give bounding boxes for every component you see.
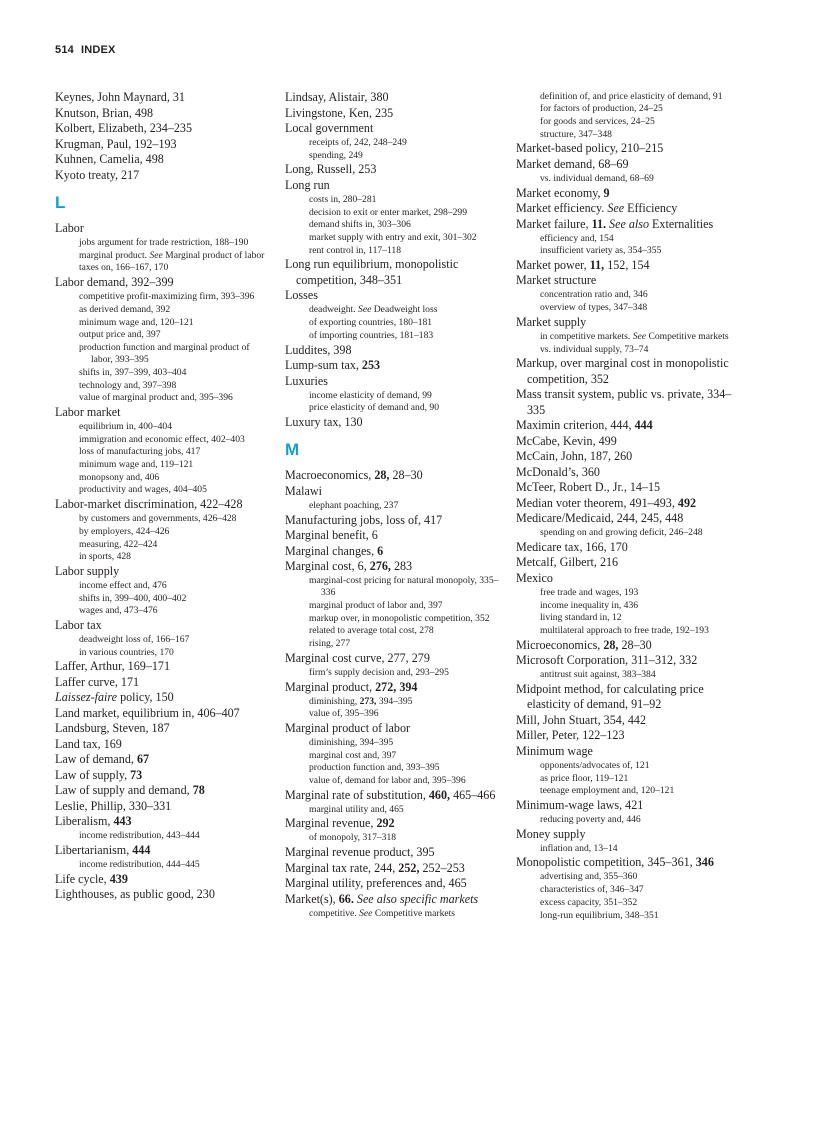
index-entry: Microeconomics, 28, 28–30 bbox=[516, 637, 652, 652]
index-entry: Long run bbox=[285, 177, 330, 192]
index-subentry: income redistribution, 443–444 bbox=[79, 830, 200, 842]
index-subentry: free trade and wages, 193 bbox=[540, 586, 639, 598]
index-subentry: income elasticity of demand, 99 bbox=[309, 389, 432, 401]
index-entry: Local government bbox=[285, 121, 374, 135]
index-entry: Labor bbox=[55, 221, 84, 235]
index-entry: Land tax, 169 bbox=[55, 736, 122, 751]
index-entry: Marginal revenue, 292 bbox=[285, 816, 395, 831]
index-entry: Macroeconomics, 28, 28–30 bbox=[285, 468, 423, 483]
index-subentry: concentration ratio and, 346 bbox=[540, 289, 648, 301]
index-subentry: by employers, 424–426 bbox=[79, 525, 170, 537]
index-entry: Minimum-wage laws, 421 bbox=[516, 798, 644, 813]
index-subentry: spending, 249 bbox=[309, 149, 363, 161]
index-entry: Life cycle, 439 bbox=[55, 871, 128, 886]
index-entry: Marginal tax rate, 244, 252, 252–253 bbox=[285, 860, 465, 875]
index-subentry: diminishing, 394–395 bbox=[309, 736, 394, 748]
index-entry: Luxuries bbox=[285, 373, 328, 388]
index-entry: Liberalism, 443 bbox=[55, 814, 132, 829]
section-letter: L bbox=[55, 193, 66, 212]
index-subentry: value of marginal product and, 395–396 bbox=[79, 392, 233, 404]
index-entry: Market power, 11, 152, 154 bbox=[516, 257, 650, 272]
index-subentry: income redistribution, 444–445 bbox=[79, 859, 200, 871]
index-subentry: for factors of production, 24–25 bbox=[540, 103, 663, 115]
index-subentry: loss of manufacturing jobs, 417 bbox=[79, 446, 201, 458]
index-entry: Long, Russell, 253 bbox=[285, 162, 377, 177]
index-entry: Law of supply and demand, 78 bbox=[55, 783, 205, 798]
index-entry: Kyoto treaty, 217 bbox=[55, 167, 140, 182]
index-subentry: marginal utility and, 465 bbox=[309, 803, 404, 815]
index-subentry: production function and, 393–395 bbox=[309, 762, 440, 774]
index-subentry: multilateral approach to free trade, 192–193 bbox=[540, 625, 709, 637]
index-subentry: demand shifts in, 303–306 bbox=[309, 219, 411, 231]
index-subentry: in competitive markets. See Competitive markets bbox=[540, 330, 729, 342]
index-entry: Monopolistic competition, 345–361, 346 bbox=[516, 855, 714, 870]
index-entry: Market-based policy, 210–215 bbox=[516, 141, 664, 156]
index-subentry: marginal cost and, 397 bbox=[309, 749, 397, 761]
index-subentry: excess capacity, 351–352 bbox=[540, 896, 638, 908]
index-subentry: elephant poaching, 237 bbox=[309, 499, 399, 511]
index-subentry: marginal product of labor and, 397 bbox=[309, 600, 443, 612]
index-entry: Kolbert, Elizabeth, 234–235 bbox=[55, 121, 193, 135]
index-entry: Labor demand, 392–399 bbox=[55, 275, 174, 290]
index-entry: Luxury tax, 130 bbox=[285, 414, 363, 429]
index-subentry: income effect and, 476 bbox=[79, 579, 167, 591]
index-entry: Keynes, John Maynard, 31 bbox=[55, 90, 185, 104]
index-subentry: shifts in, 397–399, 403–404 bbox=[79, 366, 187, 378]
index-entry: Marginal product of labor bbox=[285, 720, 411, 735]
index-entry: Krugman, Paul, 192–193 bbox=[55, 136, 177, 151]
index-entry: Law of demand, 67 bbox=[55, 752, 150, 767]
index-entry: Laissez-faire policy, 150 bbox=[55, 690, 174, 705]
index-column-3 bbox=[516, 90, 741, 922]
index-subentry: value of, demand for labor and, 395–396 bbox=[309, 775, 466, 787]
index-subentry: of importing countries, 181–183 bbox=[309, 329, 434, 341]
index-subentry: shifts in, 399–400, 400–402 bbox=[79, 592, 187, 604]
index-entry: Minimum wage bbox=[516, 743, 593, 758]
index-entry: Lighthouses, as public good, 230 bbox=[55, 887, 215, 902]
index-subentry: insufficient variety as, 354–355 bbox=[540, 245, 662, 257]
index-subentry: in sports, 428 bbox=[79, 551, 131, 563]
index-entry: Median voter theorem, 491–493, 492 bbox=[516, 495, 697, 510]
index-entry: Labor tax bbox=[55, 618, 102, 633]
index-subentry: in various countries, 170 bbox=[79, 646, 174, 658]
index-subentry: antitrust suit against, 383–384 bbox=[540, 669, 656, 681]
index-subentry: opponents/advocates of, 121 bbox=[540, 759, 650, 771]
index-entry: Mexico bbox=[516, 570, 553, 585]
index-subentry: decision to exit or enter market, 298–299 bbox=[309, 206, 467, 218]
index-entry: Laffer curve, 171 bbox=[55, 674, 140, 689]
index-subentry: productivity and wages, 404–405 bbox=[79, 484, 207, 496]
index-subentry: price elasticity of demand and, 90 bbox=[309, 402, 440, 414]
index-entry: Medicare/Medicaid, 244, 245, 448 bbox=[516, 511, 684, 526]
index-entry: Money supply bbox=[516, 826, 586, 841]
index-entry: Marginal benefit, 6 bbox=[285, 528, 378, 543]
index-subentry: for goods and services, 24–25 bbox=[540, 115, 655, 127]
index-subentry: income inequality in, 436 bbox=[540, 599, 639, 611]
index-entry: Long run equilibrium, monopolistic competition, 348–351 bbox=[285, 257, 459, 287]
index-subentry: technology and, 397–398 bbox=[79, 379, 177, 391]
index-subentry: vs. individual demand, 68–69 bbox=[540, 172, 654, 184]
index-entry: Market economy, 9 bbox=[516, 185, 610, 200]
index-entry: Malawi bbox=[285, 483, 322, 498]
index-subentry: teenage employment and, 120–121 bbox=[540, 785, 675, 797]
index-entry: Losses bbox=[285, 288, 318, 303]
index-subentry: production function and marginal product of labor, 393–395 bbox=[79, 341, 250, 366]
index-entry: Metcalf, Gilbert, 216 bbox=[516, 555, 619, 570]
index-subentry: marginal-cost pricing for natural monopoly, 335–336 bbox=[309, 575, 499, 599]
index-entry: McDonald’s, 360 bbox=[516, 464, 600, 479]
index-entry: Knutson, Brian, 498 bbox=[55, 105, 154, 120]
index-entry: Marginal revenue product, 395 bbox=[285, 845, 435, 860]
index-entry: Maximin criterion, 444, 444 bbox=[516, 418, 653, 433]
index-entry: Marginal cost curve, 277, 279 bbox=[285, 650, 430, 665]
index-subentry: minimum wage and, 120–121 bbox=[79, 316, 194, 328]
index-entry: Markup, over marginal cost in monopolistic competition, 352 bbox=[516, 356, 729, 386]
index-subentry: diminishing, 273, 394–395 bbox=[309, 695, 413, 707]
index-column-2 bbox=[285, 90, 500, 920]
index-entry: McTeer, Robert D., Jr., 14–15 bbox=[516, 480, 661, 495]
index-subentry: jobs argument for trade restriction, 188–190 bbox=[79, 237, 249, 248]
index-entry: Labor-market discrimination, 422–428 bbox=[55, 497, 243, 512]
index-entry: Laffer, Arthur, 169–171 bbox=[55, 659, 171, 674]
index-entry: Mill, John Stuart, 354, 442 bbox=[516, 712, 647, 727]
index-subentry: wages and, 473–476 bbox=[79, 605, 158, 617]
index-entry: Market efficiency. See Efficiency bbox=[516, 201, 678, 216]
index-entry: Labor market bbox=[55, 404, 121, 419]
index-entry: Livingstone, Ken, 235 bbox=[285, 105, 394, 120]
index-entry: Marginal product, 272, 394 bbox=[285, 679, 418, 694]
index-subentry: taxes on, 166–167, 170 bbox=[79, 262, 169, 274]
index-entry: Microsoft Corporation, 311–312, 332 bbox=[516, 653, 698, 668]
index-subentry: overview of types, 347–348 bbox=[540, 302, 648, 314]
index-subentry: as price floor, 119–121 bbox=[540, 772, 629, 784]
index-entry: Mass transit system, public vs. private, 334–335 bbox=[516, 387, 732, 417]
index-subentry: definition of, and price elasticity of demand, 91 bbox=[540, 90, 723, 102]
section-letter: M bbox=[285, 440, 300, 460]
index-subentry: as derived demand, 392 bbox=[79, 303, 171, 315]
index-entry: Market demand, 68–69 bbox=[516, 156, 629, 171]
index-column-1 bbox=[55, 90, 270, 903]
index-subentry: of exporting countries, 180–181 bbox=[309, 317, 433, 329]
index-subentry: measuring, 422–424 bbox=[79, 538, 158, 550]
index-subentry: efficiency and, 154 bbox=[540, 232, 614, 244]
index-subentry: monopsony and, 406 bbox=[79, 471, 160, 483]
index-subentry: immigration and economic effect, 402–403 bbox=[79, 433, 245, 445]
index-subentry: rising, 277 bbox=[309, 638, 351, 650]
index-entry: Marginal cost, 6, 276, 283 bbox=[285, 559, 413, 574]
index-entry: Law of supply, 73 bbox=[55, 767, 143, 782]
index-subentry: minimum wage and, 119–121 bbox=[79, 459, 194, 471]
index-subentry: firm’s supply decision and, 293–295 bbox=[309, 666, 449, 678]
index-subentry: vs. individual supply, 73–74 bbox=[540, 343, 649, 355]
index-entry: Kuhnen, Camelia, 498 bbox=[55, 152, 164, 166]
index-subentry: long-run equilibrium, 348–351 bbox=[540, 909, 659, 921]
index-subentry: related to average total cost, 278 bbox=[309, 625, 434, 637]
index-entry: Medicare tax, 166, 170 bbox=[516, 539, 628, 554]
index-subentry: living standard in, 12 bbox=[540, 612, 622, 624]
index-entry: Marginal changes, 6 bbox=[285, 543, 384, 558]
index-subentry: costs in, 280–281 bbox=[309, 193, 377, 205]
index-subentry: marginal product. See Marginal product of labor bbox=[79, 249, 265, 261]
index-entry: Luddites, 398 bbox=[285, 342, 352, 357]
index-entry: Midpoint method, for calculating price elasticity of demand, 91–92 bbox=[516, 681, 704, 712]
index-subentry: competitive profit-maximizing firm, 393–396 bbox=[79, 291, 255, 303]
index-subentry: spending on and growing deficit, 246–248 bbox=[540, 527, 703, 539]
index-subentry: reducing poverty and, 446 bbox=[540, 814, 641, 826]
index-entry: Manufacturing jobs, loss of, 417 bbox=[285, 512, 443, 527]
page-header bbox=[55, 44, 116, 56]
index-subentry: equilibrium in, 400–404 bbox=[79, 420, 173, 432]
index-entry: Labor supply bbox=[55, 563, 120, 578]
index-entry: Libertarianism, 444 bbox=[55, 843, 151, 858]
page-header-title: INDEX bbox=[80, 44, 116, 56]
index-subentry: deadweight. See Deadweight loss bbox=[309, 304, 438, 316]
index-subentry: advertising and, 355–360 bbox=[540, 871, 638, 883]
index-entry: Market structure bbox=[516, 273, 597, 288]
index-entry: McCain, John, 187, 260 bbox=[516, 449, 633, 464]
index-subentry: rent control in, 117–118 bbox=[309, 244, 402, 256]
index-subentry: receipts of, 242, 248–249 bbox=[309, 137, 407, 148]
index-subentry: by customers and governments, 426–428 bbox=[79, 513, 237, 525]
index-subentry: structure, 347–348 bbox=[540, 128, 612, 140]
index-entry: Leslie, Phillip, 330–331 bbox=[55, 798, 172, 813]
index-entry: Market(s), 66. See also specific markets bbox=[285, 891, 479, 906]
index-entry: Lump-sum tax, 253 bbox=[285, 358, 381, 373]
index-entry: Marginal utility, preferences and, 465 bbox=[285, 876, 467, 891]
index-entry: Lindsay, Alistair, 380 bbox=[285, 90, 389, 104]
index-subentry: output price and, 397 bbox=[79, 329, 161, 341]
index-subentry: markup over, in monopolistic competition, 352 bbox=[309, 612, 490, 624]
index-entry: Miller, Peter, 122–123 bbox=[516, 728, 625, 743]
index-subentry: of monopoly, 317–318 bbox=[309, 832, 397, 844]
index-subentry: market supply with entry and exit, 301–302 bbox=[309, 232, 477, 244]
index-subentry: characteristics of, 346–347 bbox=[540, 884, 644, 896]
index-subentry: deadweight loss of, 166–167 bbox=[79, 634, 190, 646]
index-subentry: inflation and, 13–14 bbox=[540, 842, 618, 854]
index-entry: McCabe, Kevin, 499 bbox=[516, 433, 617, 448]
index-entry: Marginal rate of substitution, 460, 465–466 bbox=[285, 787, 496, 802]
index-entry: Land market, equilibrium in, 406–407 bbox=[55, 705, 240, 720]
index-subentry: competitive. See Competitive markets bbox=[309, 907, 456, 919]
index-entry: Market failure, 11. See also Externalities bbox=[516, 216, 714, 231]
index-subentry: value of, 395–396 bbox=[309, 708, 379, 720]
page-number: 514 bbox=[55, 44, 74, 56]
index-entry: Market supply bbox=[516, 314, 587, 329]
index-entry: Landsburg, Steven, 187 bbox=[55, 721, 170, 736]
